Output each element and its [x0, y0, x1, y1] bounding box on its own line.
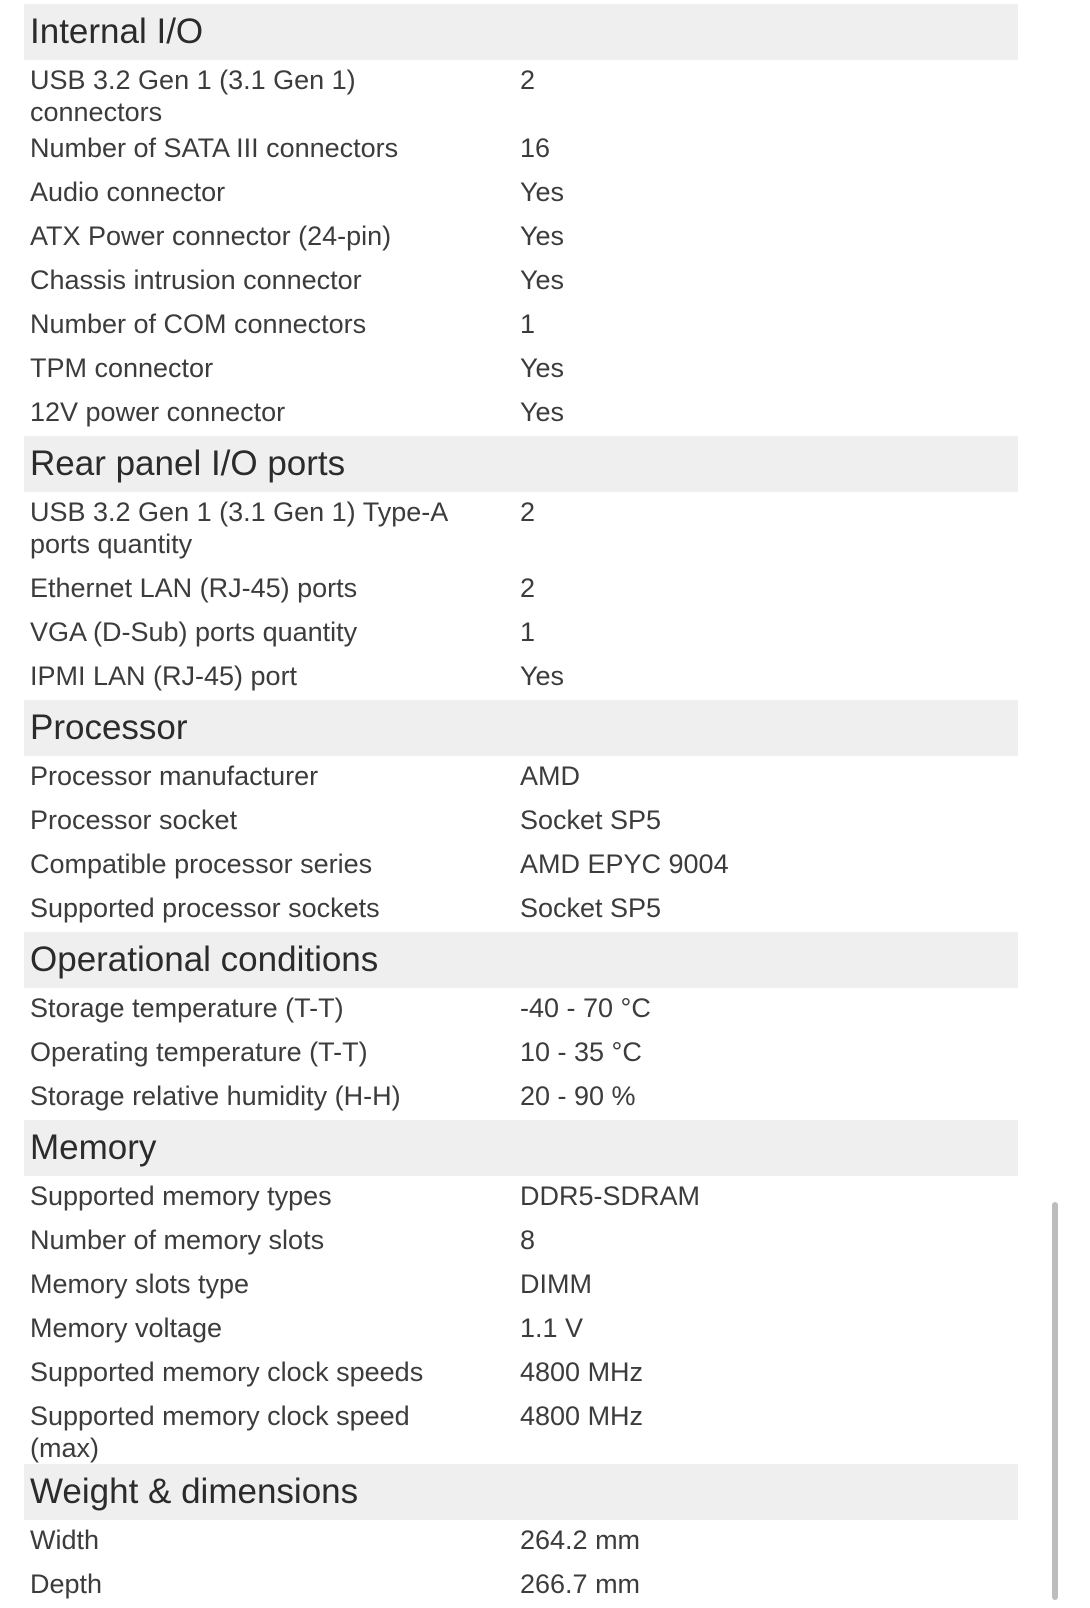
section-header-weight-dimensions: Weight & dimensions: [24, 1464, 1018, 1520]
spec-value: 2: [520, 65, 536, 95]
spec-row: [24, 1176, 1018, 1220]
spec-label: Operating temperature (T-T): [30, 1037, 368, 1067]
spec-label: Supported processor sockets: [30, 893, 380, 923]
section-header-internal-io: Internal I/O: [24, 4, 1018, 60]
spec-row: [24, 800, 1018, 844]
spec-label: Memory voltage: [30, 1313, 223, 1343]
spec-value: 1.1 V: [520, 1313, 584, 1343]
spec-row: [24, 172, 1018, 216]
spec-row: [24, 612, 1018, 656]
spec-label: Depth: [30, 1569, 103, 1599]
spec-label: Processor manufacturer: [30, 761, 319, 791]
spec-table: [24, 4, 1018, 1608]
spec-label: 12V power connector: [30, 397, 286, 427]
spec-row: [24, 1220, 1018, 1264]
spec-row: [24, 392, 1018, 436]
spec-row: [24, 1032, 1018, 1076]
spec-value: Yes: [520, 661, 565, 691]
section-header-rear-panel-io: Rear panel I/O ports: [24, 436, 1018, 492]
spec-row: [24, 216, 1018, 260]
spec-label: Chassis intrusion connector: [30, 265, 362, 295]
spec-value: Socket SP5: [520, 805, 662, 835]
spec-value: 20 - 90 %: [520, 1081, 636, 1111]
spec-value: Yes: [520, 353, 565, 383]
spec-label: Supported memory types: [30, 1181, 332, 1211]
spec-row: [24, 492, 1018, 568]
spec-value: 4800 MHz: [520, 1357, 644, 1387]
spec-value: -40 - 70 °C: [520, 993, 651, 1023]
spec-label: VGA (D-Sub) ports quantity: [30, 617, 358, 647]
spec-row: [24, 988, 1018, 1032]
spec-label: Storage relative humidity (H-H): [30, 1081, 401, 1111]
spec-value: 264.2 mm: [520, 1525, 641, 1555]
spec-label: IPMI LAN (RJ-45) port: [30, 661, 298, 691]
spec-label: TPM connector: [30, 353, 214, 383]
spec-label: Supported memory clock speeds: [30, 1357, 424, 1387]
spec-label: Number of COM connectors: [30, 309, 367, 339]
spec-label: Number of memory slots: [30, 1225, 325, 1255]
spec-row: [24, 1308, 1018, 1352]
section-header-operational-conditions: Operational conditions: [24, 932, 1018, 988]
spec-row: [24, 1396, 1018, 1464]
spec-row: [24, 260, 1018, 304]
spec-value: AMD: [520, 761, 580, 791]
spec-value: 10 - 35 °C: [520, 1037, 642, 1067]
spec-row: [24, 756, 1018, 800]
spec-value: Yes: [520, 177, 565, 207]
spec-label: Storage temperature (T-T): [30, 993, 344, 1023]
spec-row: [24, 1264, 1018, 1308]
spec-value: 2: [520, 497, 536, 527]
spec-value: Socket SP5: [520, 893, 662, 923]
spec-row: [24, 1564, 1018, 1608]
spec-row: [24, 1352, 1018, 1396]
spec-row: [24, 60, 1018, 128]
spec-label: Compatible processor series: [30, 849, 373, 879]
vertical-scrollbar[interactable]: [1052, 1202, 1058, 1600]
spec-label: USB 3.2 Gen 1 (3.1 Gen 1) connectors: [30, 65, 356, 127]
spec-row: [24, 1520, 1018, 1564]
spec-label: Processor socket: [30, 805, 238, 835]
spec-value: Yes: [520, 221, 565, 251]
spec-label: Memory slots type: [30, 1269, 250, 1299]
spec-row: [24, 888, 1018, 932]
spec-row: [24, 1076, 1018, 1120]
spec-label: ATX Power connector (24-pin): [30, 221, 392, 251]
spec-value: 2: [520, 573, 536, 603]
section-header-memory: Memory: [24, 1120, 1018, 1176]
spec-value: 16: [520, 133, 551, 163]
spec-value: 266.7 mm: [520, 1569, 641, 1599]
spec-value: 1: [520, 617, 536, 647]
spec-value: 8: [520, 1225, 536, 1255]
spec-row: [24, 656, 1018, 700]
spec-value: 4800 MHz: [520, 1401, 644, 1431]
spec-value: Yes: [520, 265, 565, 295]
spec-value: DDR5-SDRAM: [520, 1181, 701, 1211]
spec-value: Yes: [520, 397, 565, 427]
spec-label: USB 3.2 Gen 1 (3.1 Gen 1) Type-A ports quantity: [30, 497, 447, 559]
spec-row: [24, 568, 1018, 612]
spec-row: [24, 128, 1018, 172]
spec-row: [24, 304, 1018, 348]
spec-label: Width: [30, 1525, 100, 1555]
spec-row: [24, 348, 1018, 392]
spec-row: [24, 844, 1018, 888]
section-header-processor: Processor: [24, 700, 1018, 756]
spec-label: Audio connector: [30, 177, 226, 207]
spec-value: 1: [520, 309, 536, 339]
spec-value: AMD EPYC 9004: [520, 849, 729, 879]
spec-label: Ethernet LAN (RJ-45) ports: [30, 573, 358, 603]
spec-label: Number of SATA III connectors: [30, 133, 399, 163]
spec-label: Supported memory clock speed (max): [30, 1401, 410, 1463]
spec-value: DIMM: [520, 1269, 592, 1299]
